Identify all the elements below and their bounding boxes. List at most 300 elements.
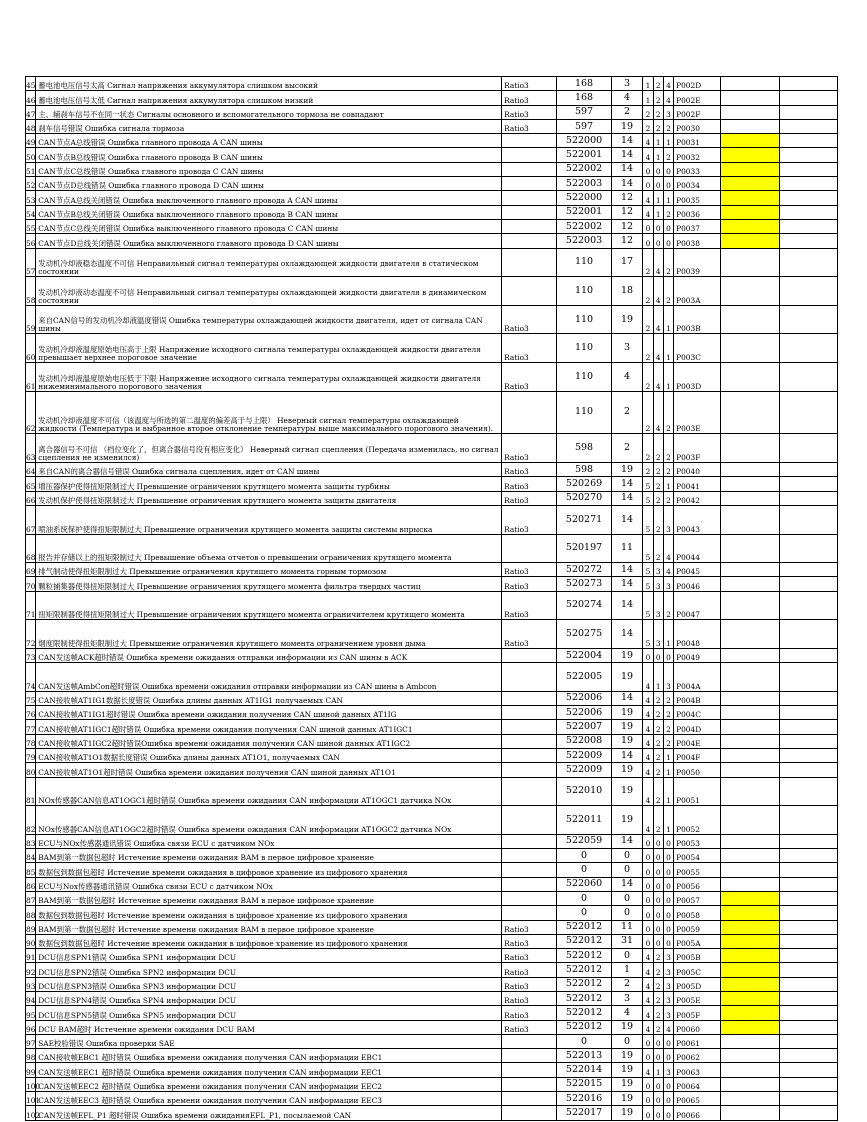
flag-a: 4	[643, 148, 653, 162]
flag-c: 2	[663, 463, 673, 477]
table-row	[26, 305, 838, 334]
spn-value: 522012	[557, 1020, 611, 1034]
fault-description: BAM到第一数据包超时 Истечение времени ожидания BAM в первое цифровое хранение	[36, 891, 502, 905]
spn-value: 522011	[557, 806, 611, 835]
spn-value: 522003	[557, 234, 611, 248]
table-row	[26, 434, 838, 463]
spn-value: 522010	[557, 777, 611, 806]
ratio-label	[502, 877, 557, 891]
fmi-value: 2	[611, 391, 643, 434]
spn-value: 598	[557, 434, 611, 463]
empty-cell	[779, 934, 837, 948]
fault-code: P0034	[674, 177, 721, 191]
table-row	[26, 248, 838, 277]
fmi-value: 14	[611, 177, 643, 191]
row-number: 93	[26, 977, 36, 991]
flag-c: 3	[663, 577, 673, 591]
empty-cell	[779, 277, 837, 306]
ratio-label	[502, 219, 557, 233]
empty-cell	[779, 906, 837, 920]
fault-code: P0047	[674, 591, 721, 620]
table-row	[26, 205, 838, 219]
empty-cell	[779, 534, 837, 563]
fault-code: P0053	[674, 834, 721, 848]
flag-c: 0	[663, 219, 673, 233]
ratio-label: Ratio3	[502, 91, 557, 105]
spn-value: 522012	[557, 934, 611, 948]
ratio-label: Ratio3	[502, 1020, 557, 1034]
highlight-cell	[721, 863, 779, 877]
fault-description: DCU信息SPN1错误 Ошибка SPN1 информации DCU	[36, 949, 502, 963]
fault-description: 数据包到数据包超时 Истечение времени ожидания в цифровое хранение из цифрового хранения	[36, 863, 502, 877]
flag-b: 4	[653, 362, 663, 391]
empty-cell	[779, 763, 837, 777]
ratio-label: Ratio3	[502, 591, 557, 620]
flag-c: 4	[663, 563, 673, 577]
flag-c: 2	[663, 148, 673, 162]
table-row	[26, 477, 838, 491]
highlight-cell	[721, 706, 779, 720]
flag-a: 5	[643, 591, 653, 620]
ratio-label: Ratio3	[502, 477, 557, 491]
ratio-label	[502, 1077, 557, 1091]
fmi-value: 19	[611, 1020, 643, 1034]
ratio-label	[502, 648, 557, 662]
empty-cell	[779, 162, 837, 176]
fault-code: P0030	[674, 119, 721, 133]
fault-description: CAN接收帧AT1IGC2超时错误Ошибка времени ожидания получения CAN шиной данных AT1IGC2	[36, 734, 502, 748]
fmi-value: 0	[611, 1034, 643, 1048]
fault-description: 蓄电池电压信号太低 Сигнал напряжения аккумулятора слишком низкий	[36, 91, 502, 105]
fault-description: CAN发送帧AmbCon超时错误 Ошибка времени ожидания отправки информации из CAN шины в Ambcon	[36, 663, 502, 692]
table-row	[26, 91, 838, 105]
highlight-cell	[721, 591, 779, 620]
table-row	[26, 191, 838, 205]
ratio-label	[502, 391, 557, 434]
ratio-label	[502, 534, 557, 563]
row-number: 97	[26, 1034, 36, 1048]
flag-a: 4	[643, 191, 653, 205]
flag-b: 0	[653, 1092, 663, 1106]
fault-description: DCU信息SPN2错误 Ошибка SPN2 информации DCU	[36, 963, 502, 977]
fmi-value: 4	[611, 1006, 643, 1020]
empty-cell	[779, 234, 837, 248]
table-row	[26, 591, 838, 620]
fmi-value: 19	[611, 663, 643, 692]
row-number: 50	[26, 148, 36, 162]
table-row	[26, 777, 838, 806]
flag-b: 2	[653, 1006, 663, 1020]
ratio-label	[502, 720, 557, 734]
row-number: 102	[26, 1106, 36, 1120]
flag-a: 5	[643, 491, 653, 505]
empty-cell	[779, 1006, 837, 1020]
row-number: 59	[26, 305, 36, 334]
row-number: 67	[26, 505, 36, 534]
highlight-cell	[721, 992, 779, 1006]
ratio-label	[502, 663, 557, 692]
empty-cell	[779, 391, 837, 434]
highlight-cell	[721, 434, 779, 463]
flag-b: 2	[653, 748, 663, 762]
empty-cell	[779, 248, 837, 277]
flag-b: 3	[653, 591, 663, 620]
flag-b: 1	[653, 191, 663, 205]
highlight-cell	[721, 1063, 779, 1077]
empty-cell	[779, 977, 837, 991]
highlight-cell	[721, 934, 779, 948]
fault-description: CAN发送帧ACK超时错误 Ошибка времени ожидания отправки информации из CAN шины в ACK	[36, 648, 502, 662]
fault-description: 扭矩限制器使得扭矩限制过大 Превышение ограничения крутящего момента ограничителем крутящего момента	[36, 591, 502, 620]
empty-cell	[779, 734, 837, 748]
table-row	[26, 234, 838, 248]
row-number: 53	[26, 191, 36, 205]
table-row	[26, 720, 838, 734]
spn-value: 522059	[557, 834, 611, 848]
empty-cell	[779, 563, 837, 577]
ratio-label	[502, 134, 557, 148]
flag-b: 2	[653, 505, 663, 534]
highlight-cell	[721, 362, 779, 391]
flag-a: 0	[643, 1034, 653, 1048]
flag-b: 4	[653, 277, 663, 306]
highlight-cell	[721, 663, 779, 692]
fault-description: DCU信息SPN3错误 Ошибка SPN3 информации DCU	[36, 977, 502, 991]
row-number: 78	[26, 734, 36, 748]
flag-b: 1	[653, 134, 663, 148]
ratio-label	[502, 763, 557, 777]
spn-value: 522000	[557, 191, 611, 205]
fault-code: P0054	[674, 849, 721, 863]
flag-b: 0	[653, 648, 663, 662]
fault-description: 烟度限制使得扭矩限制过大 Превышение ограничения крутящего момента ограничением уровня дыма	[36, 620, 502, 649]
spn-value: 110	[557, 334, 611, 363]
ratio-label: Ratio3	[502, 334, 557, 363]
flag-a: 0	[643, 877, 653, 891]
table-row	[26, 1077, 838, 1091]
fault-code: P0057	[674, 891, 721, 905]
fault-code: P0043	[674, 505, 721, 534]
ratio-label: Ratio3	[502, 434, 557, 463]
table-row	[26, 162, 838, 176]
row-number: 63	[26, 434, 36, 463]
empty-cell	[779, 77, 837, 91]
fault-description: 主、辅刹车信号不在同一状态 Сигналы основного и вспомогательного тормоза не совпадают	[36, 105, 502, 119]
fmi-value: 0	[611, 863, 643, 877]
fault-code: P004D	[674, 720, 721, 734]
highlight-cell	[721, 1034, 779, 1048]
flag-b: 0	[653, 877, 663, 891]
fmi-value: 12	[611, 191, 643, 205]
empty-cell	[779, 748, 837, 762]
spn-value: 522060	[557, 877, 611, 891]
highlight-cell	[721, 534, 779, 563]
flag-b: 0	[653, 177, 663, 191]
row-number: 75	[26, 691, 36, 705]
row-number: 73	[26, 648, 36, 662]
spn-value: 168	[557, 91, 611, 105]
highlight-cell	[721, 949, 779, 963]
highlight-cell	[721, 777, 779, 806]
fault-code: P0065	[674, 1092, 721, 1106]
fault-description: ECU与Nox传感器通讯错误 Ошибка связи ECU с датчиком NOx	[36, 877, 502, 891]
fmi-value: 14	[611, 148, 643, 162]
table-row	[26, 334, 838, 363]
spn-value: 0	[557, 906, 611, 920]
ratio-label: Ratio3	[502, 305, 557, 334]
ratio-label	[502, 806, 557, 835]
ratio-label	[502, 234, 557, 248]
flag-c: 0	[663, 1034, 673, 1048]
fault-code: P0045	[674, 563, 721, 577]
empty-cell	[779, 663, 837, 692]
fault-code: P003C	[674, 334, 721, 363]
fault-code: P003B	[674, 305, 721, 334]
flag-a: 0	[643, 648, 653, 662]
spn-value: 0	[557, 1034, 611, 1048]
ratio-label	[502, 777, 557, 806]
fmi-value: 2	[611, 105, 643, 119]
empty-cell	[779, 648, 837, 662]
fault-code: P0031	[674, 134, 721, 148]
highlight-cell	[721, 162, 779, 176]
flag-b: 4	[653, 248, 663, 277]
fault-description: CAN接收帧EBC1 超时错误 Ошибка времени ожидания получения CAN информации EBC1	[36, 1049, 502, 1063]
row-number: 74	[26, 663, 36, 692]
empty-cell	[779, 1106, 837, 1120]
flag-c: 2	[663, 706, 673, 720]
flag-c: 1	[663, 748, 673, 762]
fault-code: P0033	[674, 162, 721, 176]
empty-cell	[779, 305, 837, 334]
flag-a: 4	[643, 949, 653, 963]
highlight-cell	[721, 177, 779, 191]
flag-c: 3	[663, 949, 673, 963]
fault-code: P0042	[674, 491, 721, 505]
table-row	[26, 620, 838, 649]
flag-c: 2	[663, 248, 673, 277]
ratio-label	[502, 863, 557, 877]
spn-value: 522002	[557, 219, 611, 233]
fault-code: P004F	[674, 748, 721, 762]
fmi-value: 17	[611, 248, 643, 277]
fmi-value: 3	[611, 77, 643, 91]
highlight-cell	[721, 219, 779, 233]
fault-description: CAN节点A总线错误 Ошибка главного провода A CAN шины	[36, 134, 502, 148]
ratio-label: Ratio3	[502, 934, 557, 948]
empty-cell	[779, 1049, 837, 1063]
spn-value: 522012	[557, 1006, 611, 1020]
spn-value: 520270	[557, 491, 611, 505]
fault-code: P005F	[674, 1006, 721, 1020]
fault-code: P0051	[674, 777, 721, 806]
flag-a: 4	[643, 1063, 653, 1077]
flag-b: 2	[653, 806, 663, 835]
flag-a: 4	[643, 992, 653, 1006]
row-number: 89	[26, 920, 36, 934]
ratio-label: Ratio3	[502, 563, 557, 577]
row-number: 92	[26, 963, 36, 977]
empty-cell	[779, 1063, 837, 1077]
ratio-label	[502, 177, 557, 191]
table-row	[26, 148, 838, 162]
flag-a: 2	[643, 105, 653, 119]
fault-description: ECU与NOx传感器通讯错误 Ошибка связи ECU с датчиком NOx	[36, 834, 502, 848]
fault-description: 数据包到数据包超时 Истечение времени ожидания в цифровое хранение из цифрового хранения	[36, 906, 502, 920]
fault-code: P0066	[674, 1106, 721, 1120]
fmi-value: 19	[611, 720, 643, 734]
fault-code: P004A	[674, 663, 721, 692]
flag-a: 4	[643, 748, 653, 762]
flag-a: 4	[643, 720, 653, 734]
table-row	[26, 849, 838, 863]
spn-value: 522013	[557, 1049, 611, 1063]
row-number: 72	[26, 620, 36, 649]
fault-code: P005A	[674, 934, 721, 948]
highlight-cell	[721, 234, 779, 248]
empty-cell	[779, 491, 837, 505]
flag-c: 3	[663, 992, 673, 1006]
ratio-label: Ratio3	[502, 505, 557, 534]
flag-b: 2	[653, 949, 663, 963]
flag-b: 2	[653, 720, 663, 734]
flag-c: 3	[663, 663, 673, 692]
row-number: 62	[26, 391, 36, 434]
highlight-cell	[721, 491, 779, 505]
table-row	[26, 648, 838, 662]
flag-b: 2	[653, 963, 663, 977]
flag-c: 0	[663, 1106, 673, 1120]
empty-cell	[779, 105, 837, 119]
row-number: 61	[26, 362, 36, 391]
row-number: 100	[26, 1077, 36, 1091]
flag-b: 0	[653, 849, 663, 863]
spn-value: 522017	[557, 1106, 611, 1120]
row-number: 65	[26, 477, 36, 491]
flag-a: 2	[643, 334, 653, 363]
highlight-cell	[721, 748, 779, 762]
highlight-cell	[721, 1020, 779, 1034]
fault-description: 蓄电池电压信号太高 Сигнал напряжения аккумулятора слишком высокий	[36, 77, 502, 91]
ratio-label	[502, 191, 557, 205]
empty-cell	[779, 205, 837, 219]
flag-b: 2	[653, 477, 663, 491]
row-number: 49	[26, 134, 36, 148]
ratio-label: Ratio3	[502, 977, 557, 991]
table-row	[26, 119, 838, 133]
highlight-cell	[721, 391, 779, 434]
table-row	[26, 863, 838, 877]
empty-cell	[779, 1034, 837, 1048]
fault-code: P0060	[674, 1020, 721, 1034]
empty-cell	[779, 806, 837, 835]
fmi-value: 19	[611, 763, 643, 777]
table-row	[26, 534, 838, 563]
empty-cell	[779, 720, 837, 734]
table-row	[26, 105, 838, 119]
spn-value: 522014	[557, 1063, 611, 1077]
fault-description: DCU BAM超时 Истечение времени ожидания DCU BAM	[36, 1020, 502, 1034]
table-row	[26, 806, 838, 835]
spn-value: 110	[557, 248, 611, 277]
fmi-value: 4	[611, 362, 643, 391]
flag-a: 0	[643, 834, 653, 848]
highlight-cell	[721, 91, 779, 105]
table-row	[26, 463, 838, 477]
fault-description: 来自CAN信号的发动机冷却液温度错误 Ошибка температуры охлаждающей жидкости двигателя, идет от сигнала CAN шины	[36, 305, 502, 334]
fault-description: CAN发送帧EFL_P1 超时错误 Ошибка времени ожиданияEFL_P1, посылаемой CAN	[36, 1106, 502, 1120]
ratio-label	[502, 748, 557, 762]
highlight-cell	[721, 906, 779, 920]
flag-c: 3	[663, 963, 673, 977]
fault-description: CAN发送帧EEC2 超时错误 Ошибка времени ожидания получения CAN информации EEC2	[36, 1077, 502, 1091]
flag-c: 3	[663, 505, 673, 534]
fmi-value: 12	[611, 219, 643, 233]
spn-value: 598	[557, 463, 611, 477]
flag-c: 2	[663, 691, 673, 705]
ratio-label: Ratio3	[502, 920, 557, 934]
empty-cell	[779, 691, 837, 705]
fault-code: P0038	[674, 234, 721, 248]
table-row	[26, 963, 838, 977]
highlight-cell	[721, 477, 779, 491]
fault-code: P0050	[674, 763, 721, 777]
fmi-value: 19	[611, 1092, 643, 1106]
flag-a: 0	[643, 849, 653, 863]
flag-a: 4	[643, 763, 653, 777]
flag-b: 0	[653, 234, 663, 248]
flag-a: 0	[643, 234, 653, 248]
flag-a: 0	[643, 1077, 653, 1091]
fmi-value: 0	[611, 906, 643, 920]
highlight-cell	[721, 1106, 779, 1120]
empty-cell	[779, 434, 837, 463]
flag-a: 4	[643, 777, 653, 806]
fault-description: DCU信息SPN5错误 Ошибка SPN5 информации DCU	[36, 1006, 502, 1020]
spn-value: 522002	[557, 162, 611, 176]
fault-code: P005B	[674, 949, 721, 963]
fault-code: P0044	[674, 534, 721, 563]
row-number: 83	[26, 834, 36, 848]
flag-b: 0	[653, 219, 663, 233]
fault-description: BAM到第一数据包超时 Истечение времени ожидания BAM в первое цифровое хранение	[36, 849, 502, 863]
fmi-value: 19	[611, 1106, 643, 1120]
table-row	[26, 691, 838, 705]
fault-description: CAN节点A总线关闭错误 Ошибка выключенного главного провода A CAN шины	[36, 191, 502, 205]
row-number: 96	[26, 1020, 36, 1034]
flag-a: 2	[643, 277, 653, 306]
fmi-value: 19	[611, 119, 643, 133]
row-number: 66	[26, 491, 36, 505]
ratio-label	[502, 849, 557, 863]
fault-description: 离合器信号不可信 （档位变化了，但离合器信号没有相应变化） Неверный сигнал сцепления (Передача изменилась, но сигнал сцепления не изменился)	[36, 434, 502, 463]
table-row	[26, 77, 838, 91]
highlight-cell	[721, 577, 779, 591]
empty-cell	[779, 463, 837, 477]
empty-cell	[779, 1020, 837, 1034]
fault-description: 喷油系统保护使得扭矩限制过大 Превышение ограничения крутящего момента защиты системы впрыска	[36, 505, 502, 534]
table-row	[26, 277, 838, 306]
highlight-cell	[721, 505, 779, 534]
flag-a: 4	[643, 734, 653, 748]
fault-code: P004C	[674, 706, 721, 720]
fmi-value: 14	[611, 620, 643, 649]
fault-description: CAN节点C总线关闭错误 Ошибка выключенного главного провода C CAN шины	[36, 219, 502, 233]
row-number: 99	[26, 1063, 36, 1077]
flag-a: 0	[643, 177, 653, 191]
highlight-cell	[721, 877, 779, 891]
fmi-value: 2	[611, 977, 643, 991]
